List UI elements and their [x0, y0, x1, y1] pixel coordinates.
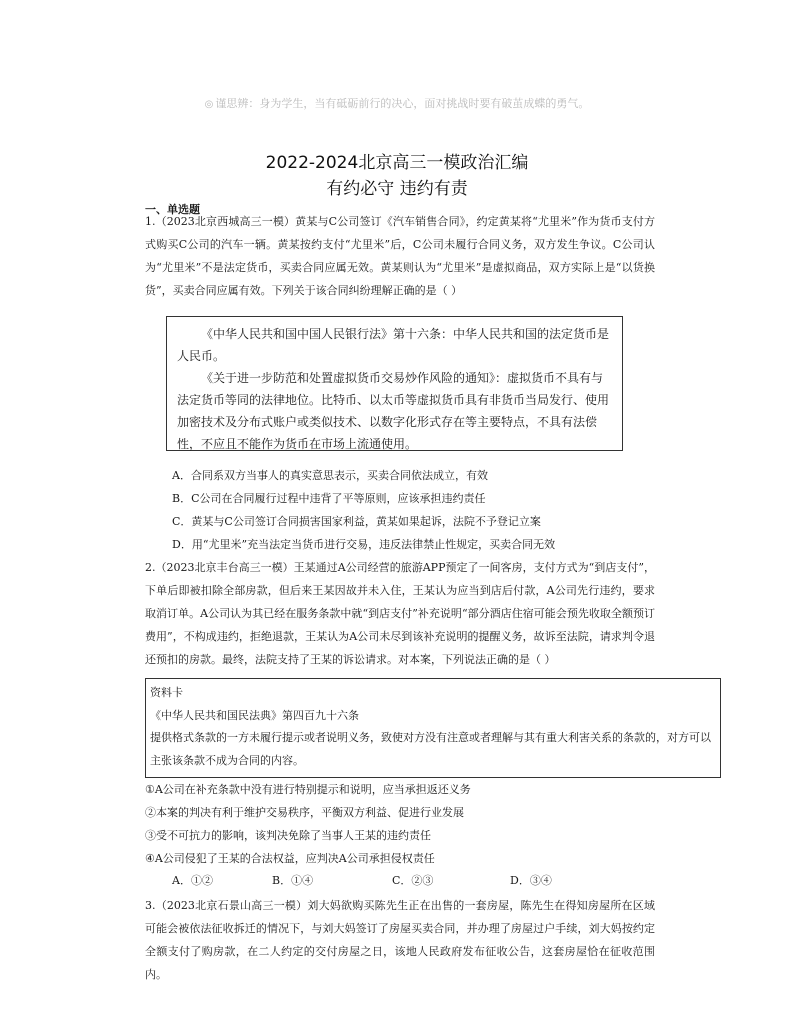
card-title: 资料卡 — [150, 686, 183, 699]
option-d[interactable]: D．用“尤里米”充当法定当货币进行交易，违反法律禁止性规定，买卖合同无效 — [172, 538, 556, 551]
statement-2: ②本案的判决有利于维护交易秩序，平衡双方利益、促进行业发展 — [145, 806, 464, 819]
statement-3: ③受不可抗力的影响，该判决免除了当事人王某的违约责任 — [145, 829, 431, 842]
question-2-material-card — [145, 678, 721, 778]
material-paragraph: 《关于进一步防范和处置虚拟货币交易炒作风险的通知》：虚拟货币不具有与法定货币等同的法律地位。比特币、以太币等虚拟货币具有非货币当局发行、使用加密技术及分布式账户或类似技术、以数字化形式存在等主要特点，不具有法偿性，不应且不能作为货币在市场上流通使用。 — [177, 371, 610, 451]
question-2-statements — [145, 778, 471, 870]
choice-a[interactable]: A．①② — [172, 874, 213, 887]
option-c[interactable]: C．黄某与C公司签订合同损害国家利益，黄某如果起诉，法院不予登记立案 — [172, 515, 541, 528]
question-1-options — [172, 464, 555, 556]
question-1-stem: 1.（2023北京西城高三一模）黄某与C公司签订《汽车销售合同》，约定黄某将“尤里米”作为货币支付方式购买C公司的汽车一辆。黄某按约支付“尤里米”后，C公司未履行合同义务，双方发生争议。C公司认为“尤里米”不是法定货币，买卖合同应属无效。黄某则认为“尤里米”是虚拟商品，双方实际上是“以货换货”，买卖合同应属有效。下列关于该合同纠纷理解正确的是（ ） — [145, 215, 655, 297]
question-3-stem: 3.（2023北京石景山高三一模）刘大妈欲购买陈先生正在出售的一套房屋，陈先生在得知房屋所在区域可能会被依法征收拆迁的情况下，与刘大妈签订了房屋买卖合同，并办理了房屋过户手续，刘大妈按约定全额支付了购房款，在二人约定的交付房屋之日，该地人民政府发布征收公告，这套房屋恰在征收范围内。 — [145, 899, 655, 981]
circle-mark-icon: ◎ — [204, 99, 214, 110]
motto-text: 谨思辨：身为学生，当有砥砺前行的决心，面对挑战时要有破茧成蝶的勇气。 — [215, 97, 590, 110]
choice-b[interactable]: B．①④ — [272, 874, 314, 887]
question-1-material-box — [166, 316, 623, 451]
choice-d[interactable]: D．③④ — [510, 874, 552, 887]
document-subtitle: 有约必守 违约有责 — [326, 179, 468, 199]
page-motto — [0, 95, 794, 111]
document-title: 2022-2024北京高三一模政治汇编 — [265, 153, 529, 173]
option-a[interactable]: A．合同系双方当事人的真实意思表示，买卖合同依法成立，有效 — [172, 469, 488, 482]
material-paragraph: 《中华人民共和国中国人民银行法》第十六条：中华人民共和国的法定货币是人民币。 — [177, 327, 610, 363]
statement-1: ①A公司在补充条款中没有进行特别提示和说明，应当承担返还义务 — [145, 783, 471, 796]
option-b[interactable]: B．C公司在合同履行过程中违背了平等原则，应该承担违约责任 — [172, 492, 486, 505]
question-2-stem: 2.（2023北京丰台高三一模）王某通过A公司经营的旅游APP预定了一间客房，支付方式为“到店支付”，下单后即被扣除全部房款，但后来王某因故并未入住，王某认为应当到店后付款，A公司先行违约，要求取消订单。A公司认为其已经在服务条款中就“到店支付”补充说明“部分酒店住宿可能会预先收取全额预订费用”，不构成违约，拒绝退款，王某认为A公司未尽到该补充说明的提醒义务，故诉至法院，请求判令退还预扣的房款。最终，法院支持了王某的诉讼请求。对本案，下列说法正确的是（ ） — [145, 561, 655, 666]
section-heading: 一、单选题 — [145, 203, 200, 216]
card-line: 《中华人民共和国民法典》第四百九十六条 — [150, 708, 359, 722]
card-line: 提供格式条款的一方未履行提示或者说明义务，致使对方没有注意或者理解与其有重大利害关系的条款的，对方可以主张该条款不成为合同的内容。 — [150, 731, 711, 767]
choice-c[interactable]: C．②③ — [392, 874, 434, 887]
statement-4: ④A公司侵犯了王某的合法权益，应判决A公司承担侵权责任 — [145, 852, 435, 865]
